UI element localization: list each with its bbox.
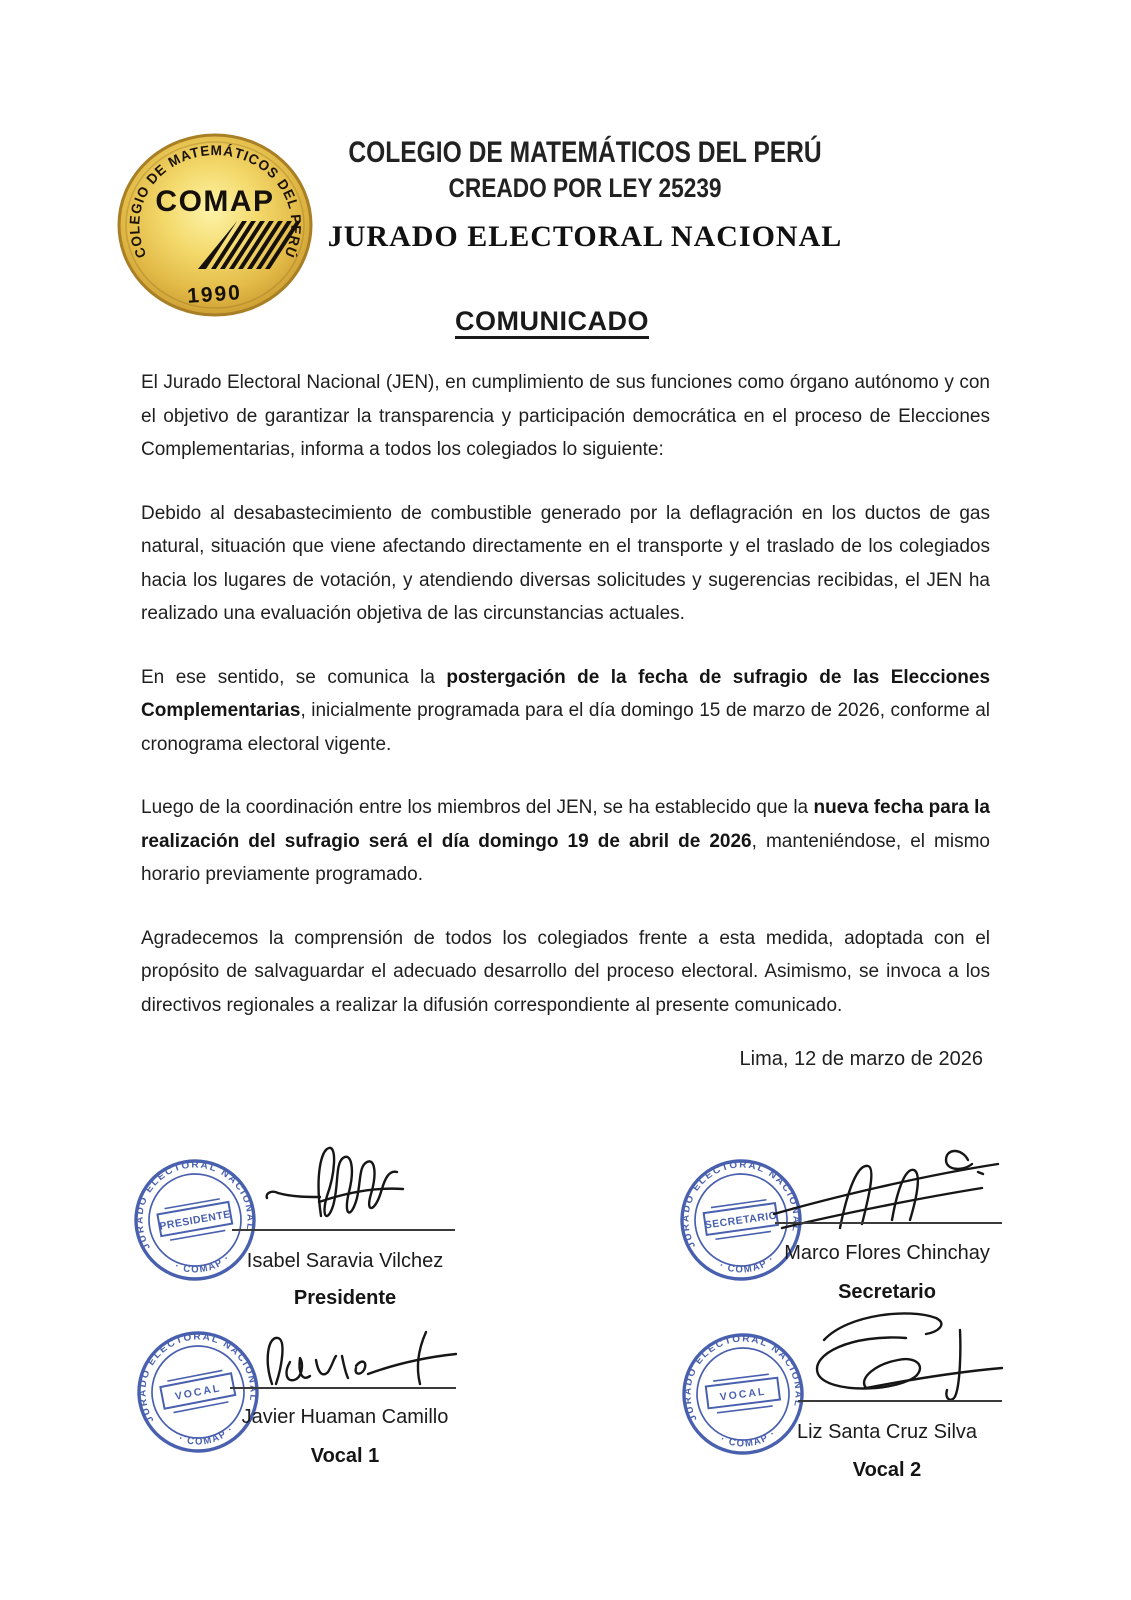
stamp-role-label: SECRETARIO [704,1209,779,1232]
svg-text:· COMAP ·: · COMAP · [177,1423,237,1448]
signature-line [775,1222,1002,1224]
signature-javier-huaman [256,1326,461,1390]
svg-text:· COMAP ·: · COMAP · [173,1252,233,1276]
svg-text:JURADO ELECTORAL NACIONAL: JURADO ELECTORAL NACIONAL [137,1331,259,1425]
signature-marco-flores [770,1140,1005,1232]
signatory-role: Presidente [293,1287,397,1309]
signature-line [798,1400,1002,1402]
signatory-role: Vocal 2 [852,1459,922,1481]
document-body [141,366,990,1052]
signature-line [230,1387,456,1389]
stamp-role-label: VOCAL [719,1385,767,1404]
signature-liz-santa-cruz [788,1306,1008,1406]
stamp-role-label: VOCAL [174,1382,223,1403]
paragraph: Luego de la coordinación entre los miembros del JEN, se ha establecido que la nueva fecha para la realización del sufragio será el día domingo 19 de abril de 2026, manteniéndose, el mismo horario previamente programado. [141,797,990,885]
signature-isabel-saravia [263,1136,413,1238]
letterhead [170,136,1000,254]
signatory-name: Liz Santa Cruz Silva [796,1421,978,1443]
paragraph: En ese sentido, se comunica la postergación de la fecha de sufragio de las Elecciones Complementarias, inicialmente programada para el día domingo 15 de marzo de 2026, conforme al cronograma electoral vigente. [141,666,991,755]
seal-year: 1990 [186,281,243,308]
date-line: Lima, 12 de marzo de 2026 [739,1048,983,1070]
signatory-role: Secretario [838,1281,936,1303]
signatory-name: Isabel Saravia Vilchez [246,1250,444,1272]
svg-text:JURADO ELECTORAL NACIONAL: JURADO ELECTORAL NACIONAL [682,1333,804,1423]
signatory-name: Marco Flores Chinchay [784,1242,990,1264]
signatory-name: Javier Huaman Camillo [241,1406,449,1428]
paragraph: Debido al desabastecimiento de combustible generado por la deflagración en los ductos de gas natural, situación que viene afectando directamente en el transporte y el traslado de los colegiados hacia los lugares de votación, y atendiendo diversas solicitudes y sugerencias recibidas, el JEN ha realizado una evaluación objetiva de las circunstancias actuales. [141,502,990,624]
svg-text:· COMAP ·: · COMAP · [718,1427,779,1450]
svg-text:JURADO ELECTORAL NACIONAL: JURADO ELECTORAL NACIONAL [680,1159,802,1250]
svg-text:· COMAP ·: · COMAP · [717,1253,778,1276]
stamp-role-label: PRESIDENTE [158,1208,232,1233]
page-title: COMUNICADO [455,306,649,336]
jurado-electoral-title: JURADO ELECTORAL NACIONAL [327,220,843,253]
signature-line [232,1229,455,1231]
signatory-role: Vocal 1 [310,1445,380,1467]
stamp-presidente [114,1139,276,1301]
org-name: COLEGIO DE MATEMÁTICOS DEL PERÚ [348,136,822,169]
svg-text:JURADO ELECTORAL NACIONAL: JURADO ELECTORAL NACIONAL [134,1159,256,1252]
law-line: CREADO POR LEY 25239 [448,173,722,203]
seal-acronym: COMAP [155,185,275,218]
paragraph: Agradecemos la comprensión de todos los colegiados frente a esta medida, adoptada con el propósito de salvaguardar el adecuado desarrollo del proceso electoral. Asimismo, se invoca a los directivos regionales a realizar la difusión correspondiente al presente comunicado. [141,927,990,1016]
seal-ring-text: COLEGIO DE MATEMÁTICOS DEL PERÚ [126,141,305,261]
paragraph: El Jurado Electoral Nacional (JEN), en cumplimiento de sus funciones como órgano autónomo y con el objetivo de garantizar la transparencia y participación democrática en el proceso de Elecciones Complementarias, informa a todos los colegiados lo siguiente: [141,372,990,460]
